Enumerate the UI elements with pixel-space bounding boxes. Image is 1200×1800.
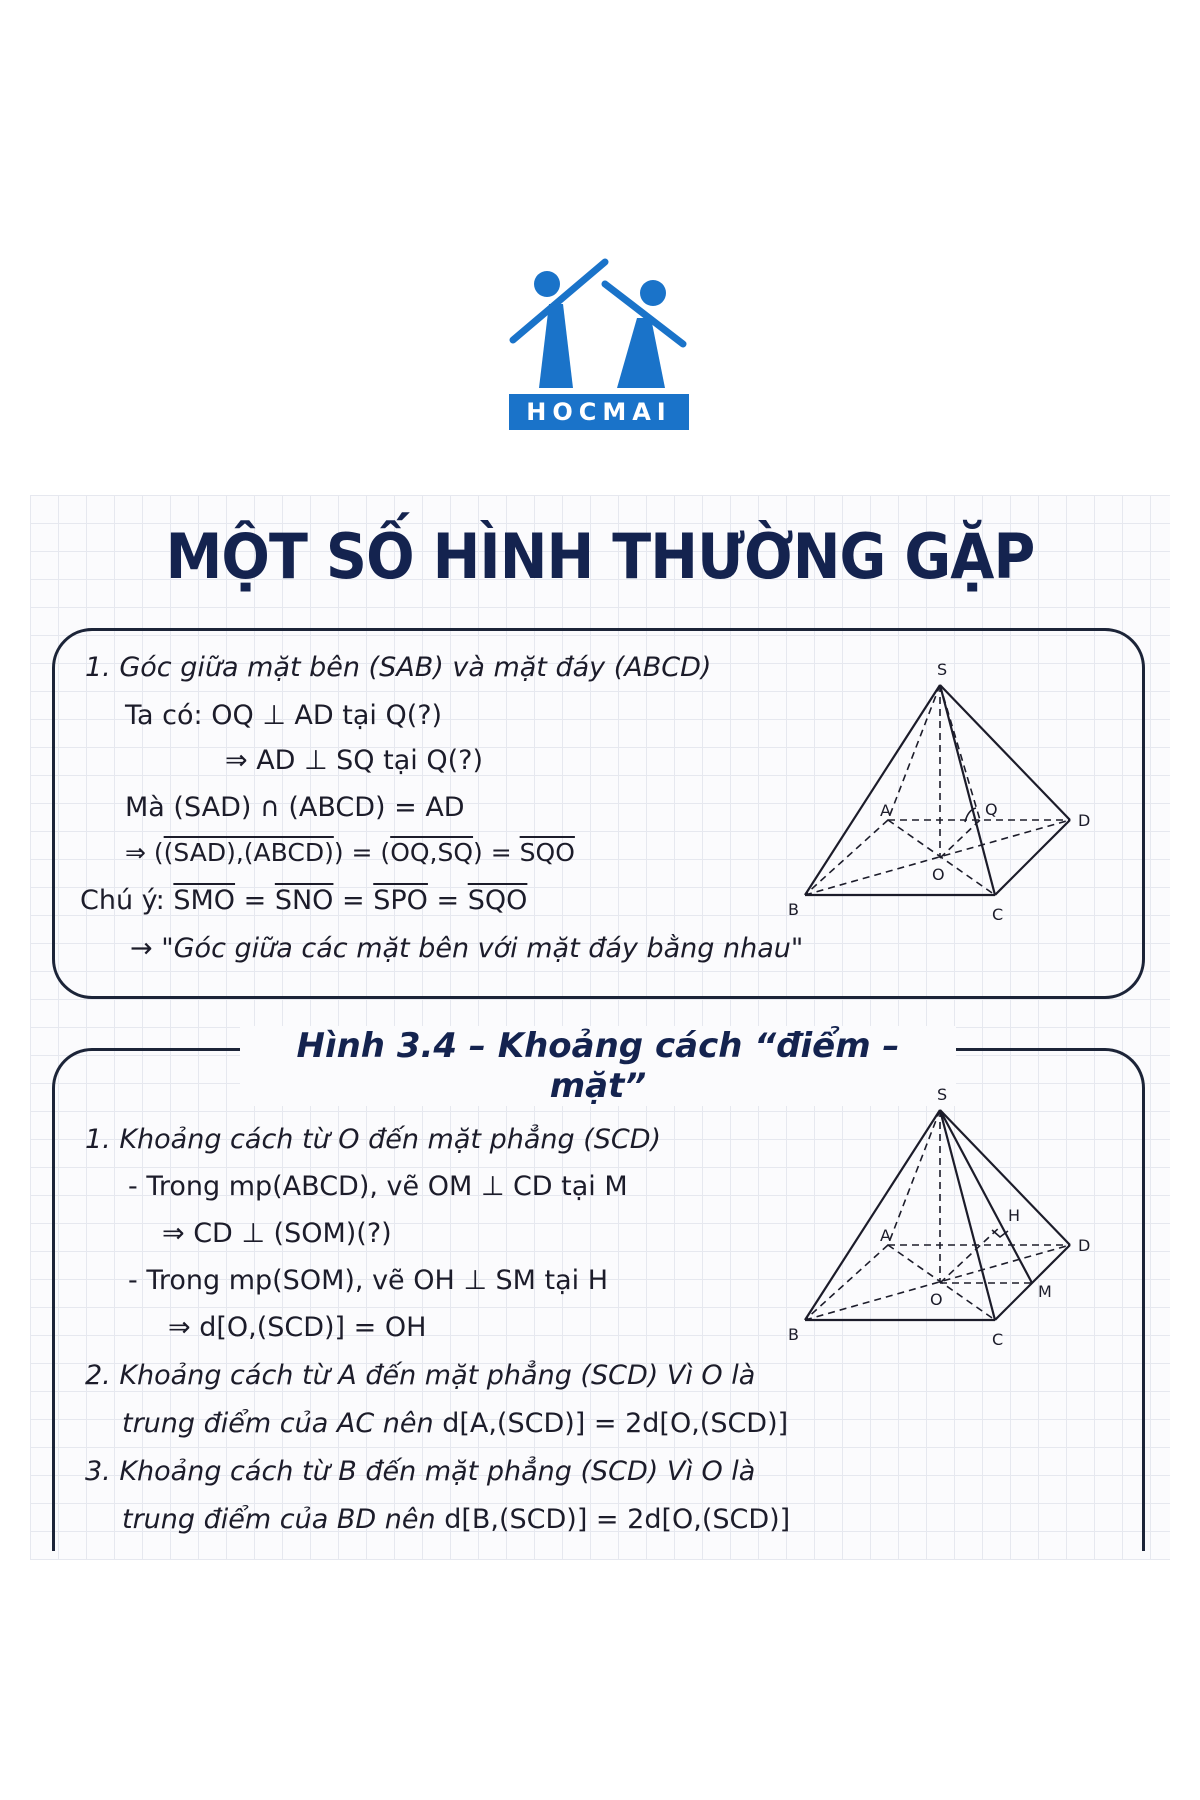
section2-item2: 2. Khoảng cách từ A đến mặt phẳng (SCD) Vì O là: [85, 1360, 756, 1391]
label-d: D: [1078, 811, 1091, 830]
label-a: A: [880, 1226, 891, 1245]
item2-formula: d[A,(SCD)] = 2d[O,(SCD)]: [442, 1408, 789, 1439]
section2-item1c: - Trong mp(SOM), vẽ OH ⊥ SM tại H: [128, 1265, 609, 1296]
section1-note: [80, 885, 527, 916]
section2-item1b: ⇒ CD ⊥ (SOM)(?): [162, 1218, 392, 1249]
label-c: C: [992, 905, 1004, 924]
note-eq3: =: [427, 885, 468, 916]
pyramid-diagram-2: [780, 1065, 1110, 1365]
line4-prefix: ⇒ (: [125, 838, 164, 867]
label-a: A: [880, 801, 891, 820]
hocmai-logo: [505, 258, 695, 438]
logo-figures-icon: [505, 258, 695, 398]
pyramid-diagram-1: [780, 640, 1110, 940]
label-o: O: [932, 865, 945, 884]
item2-cont-text: trung điểm của AC nên: [122, 1408, 434, 1439]
label-o: O: [930, 1290, 943, 1309]
section2-title: Hình 3.4 – Khoảng cách “điểm – mặt”: [240, 1026, 956, 1106]
note-angle-smo: $\overline{SMO}$: [173, 885, 236, 916]
line4-angle-lines: OQ,SQ: [390, 838, 474, 867]
label-h: H: [1008, 1206, 1021, 1225]
note-eq2: =: [333, 885, 374, 916]
label-b: B: [788, 900, 799, 919]
label-b: B: [788, 1325, 799, 1344]
page-title: MỘT SỐ HÌNH THƯỜNG GẶP: [165, 520, 1035, 593]
section2-item1: 1. Khoảng cách từ O đến mặt phẳng (SCD): [85, 1124, 662, 1155]
section1-line2: ⇒ AD ⊥ SQ tại Q(?): [225, 745, 483, 776]
section2-item1d: ⇒ d[O,(SCD)] = OH: [168, 1312, 427, 1343]
section1-line4: [125, 838, 575, 867]
label-c: C: [992, 1330, 1004, 1349]
label-q: Q: [985, 800, 998, 819]
note-eq1: =: [235, 885, 275, 916]
section2-item1a: - Trong mp(ABCD), vẽ OM ⊥ CD tại M: [128, 1171, 628, 1202]
line4-angle-planes: (SAD),(ABCD): [163, 838, 334, 867]
section1-heading: 1. Góc giữa mặt bên (SAB) và mặt đáy (ABCD): [85, 652, 712, 683]
item3-formula: d[B,(SCD)] = 2d[O,(SCD)]: [444, 1504, 791, 1535]
label-s: S: [937, 1085, 948, 1104]
note-label: Chú ý:: [80, 885, 174, 916]
section2-item3: 3. Khoảng cách từ B đến mặt phẳng (SCD) Vì O là: [85, 1456, 756, 1487]
note-angle-sno: $\overline{SNO}$: [274, 885, 334, 916]
label-m: M: [1038, 1282, 1052, 1301]
label-d: D: [1078, 1236, 1091, 1255]
note-angle-spo: $\overline{SPO}$: [373, 885, 428, 916]
section1-line3: Mà (SAD) ∩ (ABCD) = AD: [125, 792, 465, 823]
section2-item3-cont: [122, 1504, 790, 1535]
line4-eq: ) =: [473, 838, 520, 867]
section1-line1: Ta có: OQ ⊥ AD tại Q(?): [125, 700, 443, 731]
section2-item2-cont: [122, 1408, 788, 1439]
section1-conclusion: → "Góc giữa các mặt bên với mặt đáy bằng nhau": [130, 933, 804, 964]
item3-cont-text: trung điểm của BD nên: [122, 1504, 436, 1535]
line4-angle-sqo: $\overline{SQO}$: [519, 838, 575, 867]
line4-mid: ) = (: [333, 838, 391, 867]
label-s: S: [937, 660, 948, 679]
logo-wordmark: HOCMAI: [509, 394, 689, 430]
note-angle-sqo: $\overline{SQO}$: [467, 885, 528, 916]
